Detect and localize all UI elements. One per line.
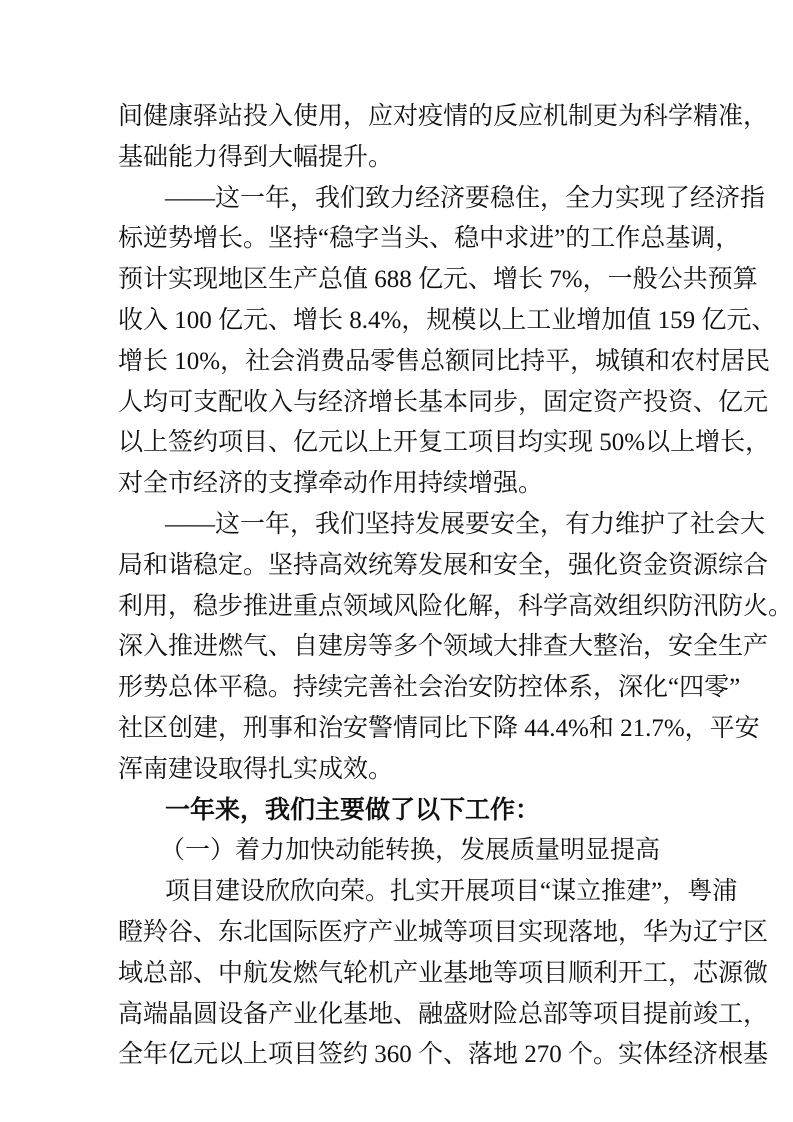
document-page bbox=[118, 97, 793, 1076]
text-line: 人均可支配收入与经济增长基本同步，固定资产投资、亿元 bbox=[118, 388, 769, 416]
text-line: 社区创建，刑事和治安警情同比下降 44.4%和 21.7%，平安 bbox=[118, 714, 760, 742]
text-line: 高端晶圆设备产业化基地、融盛财险总部等项目提前竣工， bbox=[118, 1000, 769, 1028]
text-line: 标逆势增长。坚持“稳字当头、稳中求进”的工作总基调， bbox=[118, 225, 741, 253]
text-line: 全年亿元以上项目签约 360 个、落地 270 个。实体经济根基 bbox=[118, 1041, 769, 1069]
section-heading: 一年来，我们主要做了以下工作： bbox=[165, 796, 541, 824]
text-line: 对全市经济的支撑牵动作用持续增强。 bbox=[118, 470, 544, 498]
text-line: 间健康驿站投入使用，应对疫情的反应机制更为科学精准， bbox=[118, 103, 769, 130]
text-line: 收入 100 亿元、增长 8.4%，规模以上工业增加值 159 亿元、 bbox=[118, 306, 777, 334]
text-line: 浑南建设取得扎实成效。 bbox=[118, 755, 394, 783]
text-line: ——这一年，我们致力经济要稳住，全力实现了经济指 bbox=[165, 184, 766, 212]
paragraph-economy bbox=[118, 179, 777, 505]
text-line: 增长 10%，社会消费品零售总额同比持平，城镇和农村居民 bbox=[118, 347, 771, 375]
text-line: 预计实现地区生产总值 688 亿元、增长 7%，一般公共预算 bbox=[118, 266, 758, 294]
paragraph-projects bbox=[118, 872, 769, 1076]
text-line: 域总部、中航发燃气轮机产业基地等项目顺利开工，芯源微 bbox=[118, 959, 769, 987]
text-line: ——这一年，我们坚持发展要安全，有力维护了社会大 bbox=[165, 510, 766, 538]
paragraph-safety bbox=[118, 505, 793, 791]
text-line: 局和谐稳定。坚持高效统筹发展和安全，强化资金资源综合 bbox=[118, 551, 769, 579]
text-line: 瞪羚谷、东北国际医疗产业城等项目实现落地，华为辽宁区 bbox=[118, 918, 769, 946]
text-line: 利用，稳步推进重点领域风险化解，科学高效组织防汛防火。 bbox=[118, 592, 793, 620]
text-line: 基础能力得到大幅提升。 bbox=[118, 143, 394, 171]
text-line: 项目建设欣欣向荣。扎实开展项目“谋立推建”，粤浦 bbox=[165, 878, 738, 906]
subsection-heading: （一）着力加快动能转换，发展质量明显提高 bbox=[160, 837, 661, 865]
text-line: 形势总体平稳。持续完善社会治安防控体系，深化“四零” bbox=[118, 674, 741, 702]
text-line: 深入推进燃气、自建房等多个领域大排查大整治，安全生产 bbox=[118, 633, 769, 661]
paragraph-continuation bbox=[118, 97, 769, 179]
text-line: 以上签约项目、亿元以上开复工项目均实现 50%以上增长， bbox=[118, 429, 771, 457]
